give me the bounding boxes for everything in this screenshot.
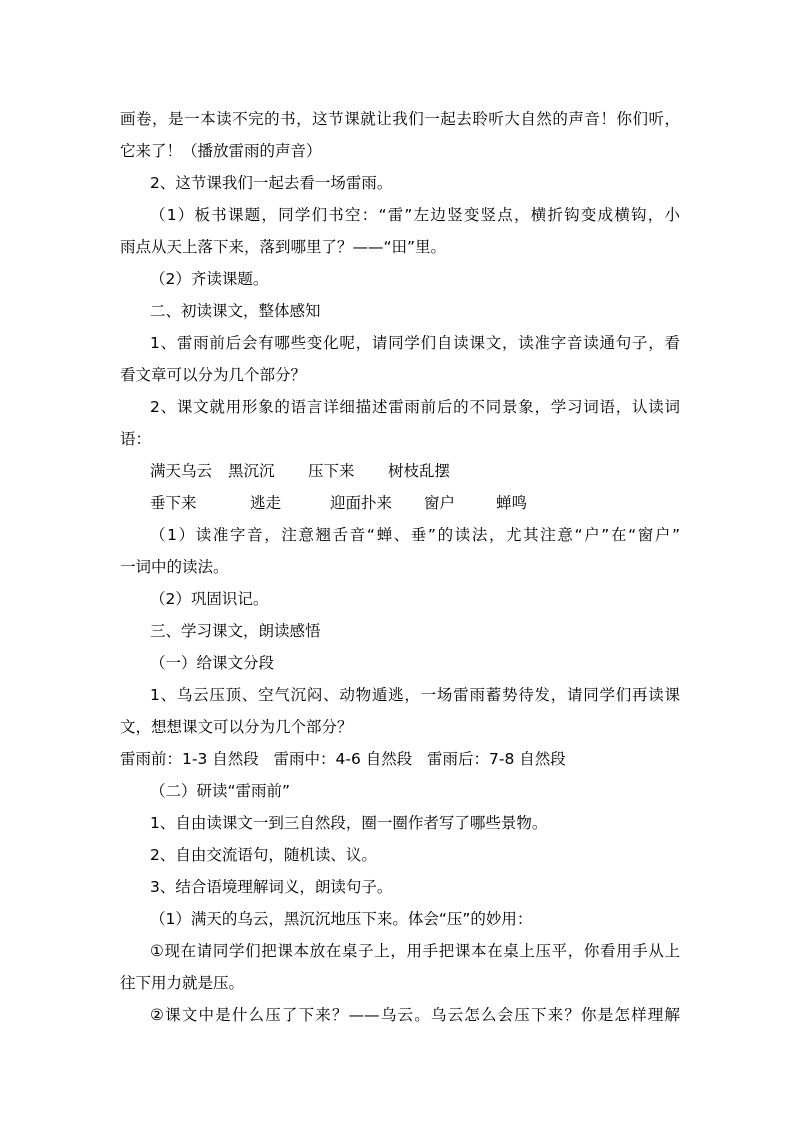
vocab-word: 压下来	[308, 462, 355, 480]
paragraph-line: ②课文中是什么压了下来？——乌云。乌云怎么会压下来？你是怎样理解	[150, 1006, 680, 1024]
paragraph-line: 画卷，是一本读不完的书，这节课就让我们一起去聆听大自然的声音！你们听，	[120, 110, 680, 128]
paragraph-line: 1、乌云压顶、空气沉闷、动物遁逃，一场雷雨蓄势待发，请同学们再读课	[150, 686, 680, 704]
paragraph-line: 2、自由交流语句，随机读、议。	[150, 846, 377, 864]
paragraph-line: 3、结合语境理解词义，朗读句子。	[150, 878, 393, 896]
vocab-word: 黑沉沉	[228, 462, 275, 480]
paragraph-line: 它来了！（播放雷雨的声音）	[120, 142, 322, 160]
paragraph-line: 看文章可以分为几个部分？	[120, 366, 307, 384]
paragraph-line: 一词中的读法。	[120, 558, 229, 576]
section-heading: 三、学习课文，朗读感悟	[150, 622, 321, 640]
paragraph-line: ①现在请同学们把课本放在桌子上，用手把课本在桌上压平，你看用手从上	[150, 942, 680, 960]
subsection-heading: （二）研读“雷雨前”	[150, 782, 291, 800]
paragraph-line: 1、自由读课文一到三自然段，圈一圈作者写了哪些景物。	[150, 814, 548, 832]
vocab-word: 逃走	[250, 494, 282, 512]
vocab-word: 窗户	[424, 494, 456, 512]
document-body	[120, 103, 680, 1031]
paragraph-line: （1）读准字音，注意翘舌音“蝉、垂”的读法，尤其注意“户”在“窗户”	[150, 526, 680, 544]
paragraph-line: （2）齐读课题。	[150, 270, 269, 288]
paragraph-line: 2、这节课我们一起去看一场雷雨。	[150, 174, 393, 192]
paragraph-line: 雨点从天上落下来，落到哪里了？——“田”里。	[120, 238, 447, 256]
vocab-word: 满天乌云	[150, 462, 213, 480]
paragraph-line: （1）板书课题，同学们书空：“雷”左边竖变竖点，横折钩变成横钩，小	[150, 206, 680, 224]
paragraph-line: 1、雷雨前后会有哪些变化呢，请同学们自读课文，读准字音读通句子，看	[150, 334, 680, 352]
section-heading: 二、初读课文，整体感知	[150, 302, 321, 320]
vocab-row	[120, 487, 680, 519]
vocab-word: 树枝乱摆	[388, 462, 451, 480]
paragraph-line: 往下用力就是压。	[120, 974, 245, 992]
paragraph-line: 雷雨前：1-3 自然段 雷雨中：4-6 自然段 雷雨后：7-8 自然段	[120, 750, 566, 768]
vocab-word: 垂下来	[150, 494, 197, 512]
paragraph-line: 2、课文就用形象的语言详细描述雷雨前后的不同景象，学习词语，认读词	[150, 398, 680, 416]
vocab-row	[120, 455, 680, 487]
paragraph-line: 语：	[120, 430, 152, 448]
paragraph-line: （2）巩固识记。	[150, 590, 269, 608]
vocab-word: 迎面扑来	[330, 494, 393, 512]
vocab-word: 蝉鸣	[496, 494, 528, 512]
paragraph-line: 文，想想课文可以分为几个部分？	[120, 718, 353, 736]
paragraph-line: （1）满天的乌云，黑沉沉地压下来。体会“压”的妙用：	[150, 910, 533, 928]
subsection-heading: （一）给课文分段	[150, 654, 275, 672]
